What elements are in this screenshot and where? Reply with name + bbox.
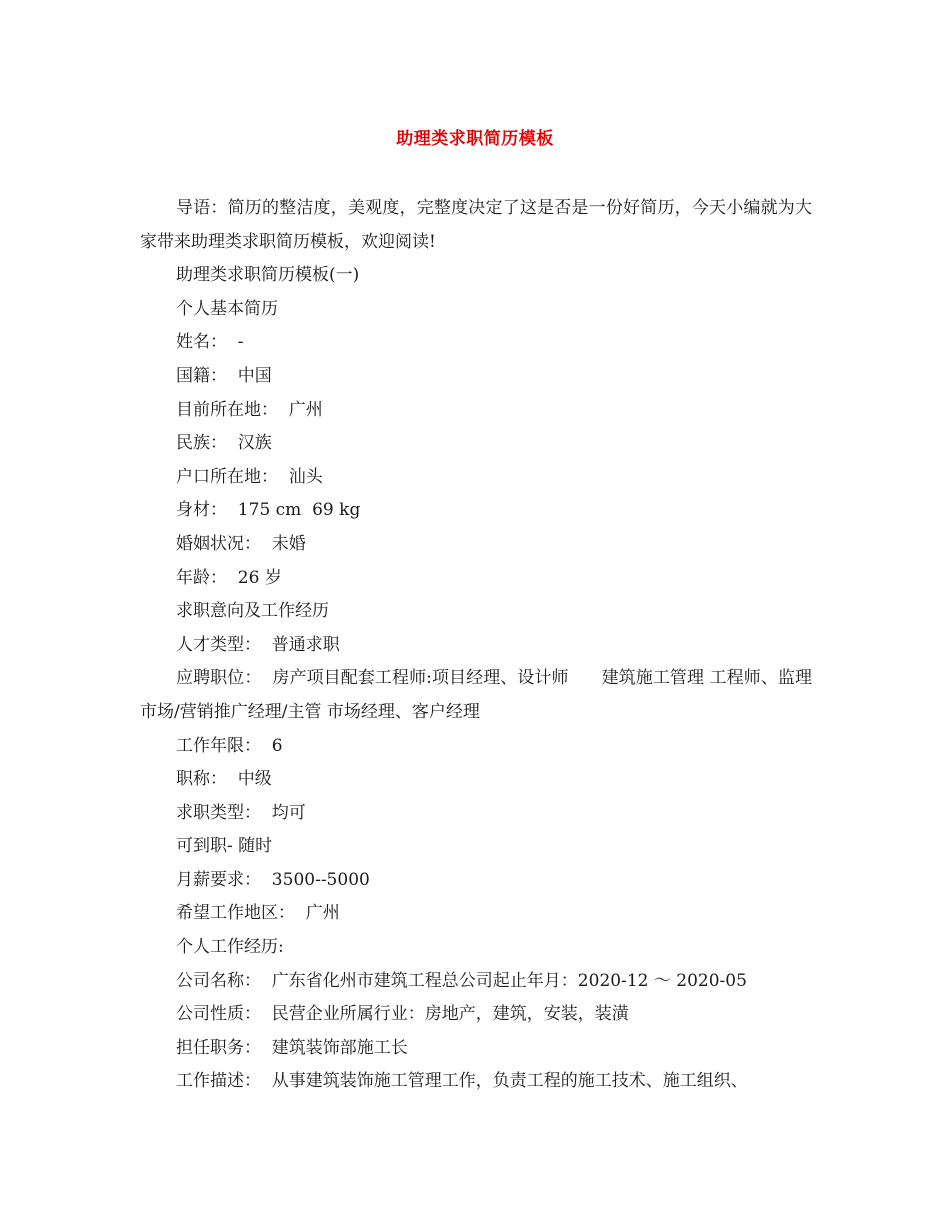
field-ethnicity: 民族： 汉族 — [176, 433, 272, 454]
field-physique: 身材： 175 cm 69 kg — [176, 500, 361, 521]
field-age: 年龄： 26 岁 — [176, 567, 282, 588]
field-company-name: 公司名称： 广东省化州市建筑工程总公司起止年月：2020-12 ～ 2020-05 — [176, 970, 747, 991]
section-heading-basic-info: 个人基本简历 — [176, 298, 278, 319]
field-availability: 可到职- 随时 — [176, 836, 273, 857]
field-marital-status: 婚姻状况： 未婚 — [176, 533, 306, 554]
field-nationality: 国籍： 中国 — [176, 365, 272, 386]
intro-paragraph: 导语：简历的整洁度，美观度，完整度决定了这是否是一份好简历，今天小编就为大家带来助理类求职简历模板，欢迎阅读! — [140, 198, 812, 252]
field-job-type: 求职类型： 均可 — [176, 802, 306, 823]
field-applied-position: 应聘职位： 房产项目配套工程师:项目经理、设计师 建筑施工管理 工程师、监理 市场/营销推广经理/主管 市场经理、客户经理 — [140, 668, 845, 722]
section-heading-work-experience: 个人工作经历: — [176, 937, 284, 958]
field-position-held: 担任职务： 建筑装饰部施工长 — [176, 1037, 408, 1058]
field-expected-salary: 月薪要求： 3500--5000 — [176, 869, 370, 890]
field-years-of-work: 工作年限： 6 — [176, 735, 283, 756]
field-name: 姓名： - — [176, 332, 244, 353]
template-heading: 助理类求职简历模板(一) — [176, 265, 360, 286]
field-company-nature: 公司性质： 民营企业所属行业：房地产，建筑，安装，装潢 — [176, 1004, 629, 1025]
section-heading-job-intention: 求职意向及工作经历 — [176, 601, 329, 622]
field-talent-type: 人才类型： 普通求职 — [176, 634, 340, 655]
document-body — [140, 192, 845, 1099]
field-household-registration: 户口所在地： 汕头 — [176, 466, 323, 487]
document-title: 助理类求职简历模板 — [396, 129, 554, 149]
field-preferred-work-area: 希望工作地区： 广州 — [176, 903, 340, 924]
field-job-title: 职称： 中级 — [176, 769, 272, 790]
field-job-description: 工作描述： 从事建筑装饰施工管理工作，负责工程的施工技术、施工组织、 — [176, 1071, 748, 1092]
field-current-location: 目前所在地： 广州 — [176, 399, 323, 420]
